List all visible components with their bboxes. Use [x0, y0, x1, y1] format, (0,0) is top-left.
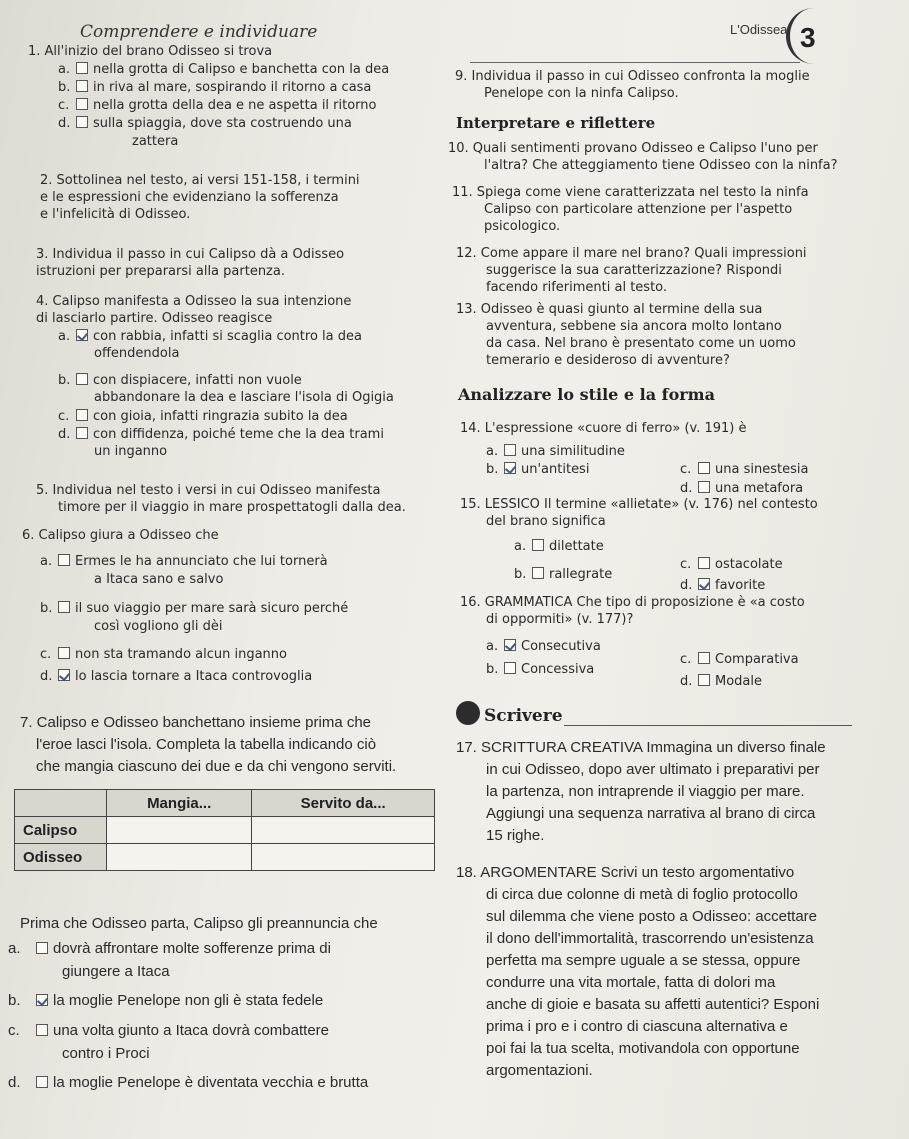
- question-13-line4: temerario e desideroso di avventure?: [486, 353, 730, 368]
- option-text: lo lascia tornare a Itaca controvoglia: [75, 669, 313, 684]
- option-text: rallegrate: [549, 567, 613, 582]
- question-13-line3: da casa. Nel brano è presentato come un uomo: [486, 336, 796, 351]
- option-text: Modale: [715, 674, 762, 689]
- option-text: una volta giunto a Itaca dovrà combattere: [53, 1022, 330, 1039]
- q16-option-a[interactable]: [486, 638, 601, 655]
- table-row-header: Calipso: [15, 817, 107, 844]
- checkbox[interactable]: [532, 539, 544, 551]
- question-18-line2: di circa due colonne di metà di foglio protocollo: [486, 886, 798, 903]
- option-letter: d.: [58, 116, 71, 131]
- checkbox[interactable]: [532, 567, 544, 579]
- option-text: Ermes le ha annunciato che lui tornerà: [75, 554, 328, 569]
- checkbox[interactable]: [698, 652, 710, 664]
- q14-option-b[interactable]: [486, 461, 589, 478]
- question-11-line3: psicologico.: [484, 219, 561, 234]
- q8-option-a[interactable]: [8, 938, 331, 959]
- question-18-line9: poi fai la tua scelta, motivandola con opportune: [486, 1040, 800, 1057]
- option-text: non sta tramando alcun inganno: [75, 647, 287, 662]
- q4-option-d[interactable]: [58, 426, 384, 443]
- q1-option-d-cont: zattera: [132, 134, 179, 149]
- option-letter: d.: [8, 1074, 21, 1091]
- checkbox[interactable]: [58, 647, 70, 659]
- checkbox[interactable]: [36, 942, 48, 954]
- question-11-line2: Calipso con particolare attenzione per l'aspetto: [484, 202, 793, 217]
- q4-option-d-cont: un inganno: [94, 444, 168, 459]
- checkbox[interactable]: [698, 462, 710, 474]
- question-18-line7: anche di gioie e basata su affetti autentici? Esponi: [486, 996, 820, 1013]
- question-17-line5: 15 righe.: [486, 827, 545, 844]
- checkbox[interactable]: [58, 601, 70, 613]
- option-text: un'antitesi: [521, 462, 590, 477]
- question-17-line3: la partenza, non intraprende il viaggio per mare.: [486, 783, 805, 800]
- option-text: Concessiva: [521, 662, 595, 677]
- checkbox[interactable]: [58, 554, 70, 566]
- question-7-line3: che mangia ciascuno dei due e da chi vengono serviti.: [36, 758, 397, 775]
- option-text: con diffidenza, poiché teme che la dea trami: [93, 427, 384, 442]
- checkbox[interactable]: [76, 116, 88, 128]
- option-letter: a.: [514, 539, 527, 554]
- checkbox[interactable]: [76, 98, 88, 110]
- option-letter: c.: [680, 557, 692, 572]
- question-16-line1: 16. GRAMMATICA Che tipo di proposizione è «a costo: [460, 595, 805, 610]
- question-2-line1: 2. Sottolinea nel testo, ai versi 151-158, i termini: [40, 173, 360, 188]
- q6-option-a-cont: a Itaca sano e salvo: [94, 572, 224, 587]
- option-text: con gioia, infatti ringrazia subito la dea: [93, 409, 348, 424]
- q14-option-c[interactable]: [680, 461, 808, 478]
- question-18-line4: il dono dell'immortalità, trascorrendo un'esistenza: [486, 930, 814, 947]
- option-text: una metafora: [715, 481, 804, 496]
- option-letter: b.: [58, 80, 71, 95]
- book-title: L'Odissea: [730, 22, 788, 37]
- question-12-line1: 12. Come appare il mare nel brano? Quali impressioni: [456, 246, 807, 261]
- question-18-line8: prima i pro e i contro di ciascuna alternativa e: [486, 1018, 788, 1035]
- q4-option-c[interactable]: [58, 408, 348, 425]
- option-letter: c.: [680, 652, 692, 667]
- checkbox-checked[interactable]: [504, 639, 516, 651]
- checkbox[interactable]: [698, 481, 710, 493]
- question-18-line6: condurre una vita mortale, fatta di dolori ma: [486, 974, 776, 991]
- option-letter: b.: [40, 601, 53, 616]
- question-18-line10: argomentazioni.: [486, 1062, 593, 1079]
- option-letter: c.: [40, 647, 52, 662]
- option-letter: d.: [40, 669, 53, 684]
- pencil-icon: [456, 701, 480, 725]
- checkbox-checked[interactable]: [36, 994, 48, 1006]
- option-letter: a.: [40, 554, 53, 569]
- option-text: favorite: [715, 578, 766, 593]
- heading-rule: [564, 725, 852, 726]
- question-18-line1: 18. ARGOMENTARE Scrivi un testo argomentativo: [456, 864, 795, 881]
- meals-table: [14, 789, 435, 871]
- option-text: nella grotta della dea e ne aspetta il ritorno: [93, 98, 377, 113]
- q14-option-a[interactable]: [486, 443, 625, 460]
- table-cell-input[interactable]: [107, 817, 252, 844]
- table-cell-input[interactable]: [107, 844, 252, 871]
- question-5-line2: timore per il viaggio in mare prospettatogli dalla dea.: [58, 500, 406, 515]
- q4-option-b-cont: abbandonare la dea e lasciare l'isola di Ogigia: [94, 390, 394, 405]
- option-text: in riva al mare, sospirando il ritorno a casa: [93, 80, 372, 95]
- question-2-line2: e le espressioni che evidenziano la sofferenza: [40, 190, 339, 205]
- q1-option-d[interactable]: [58, 115, 352, 132]
- option-letter: b.: [486, 662, 499, 677]
- question-3-line1: 3. Individua il passo in cui Calipso dà a Odisseo: [36, 247, 345, 262]
- option-letter: d.: [58, 427, 71, 442]
- option-letter: b.: [514, 567, 527, 582]
- question-17-line1: 17. SCRITTURA CREATIVA Immagina un diverso finale: [456, 739, 826, 756]
- option-text: dovrà affrontare molte sofferenze prima di: [53, 940, 331, 957]
- checkbox-checked[interactable]: [58, 669, 70, 681]
- option-letter: c.: [58, 98, 70, 113]
- option-text: il suo viaggio per mare sarà sicuro perché: [75, 601, 349, 616]
- option-letter: c.: [58, 409, 70, 424]
- q15-option-a[interactable]: [514, 538, 604, 555]
- q4-option-a-cont: offendendola: [94, 346, 180, 361]
- option-letter: a.: [8, 940, 21, 957]
- table-header-corner: [15, 790, 107, 817]
- question-8: Prima che Odisseo parta, Calipso gli preannuncia che: [20, 915, 378, 932]
- question-6: 6. Calipso giura a Odisseo che: [22, 528, 219, 543]
- checkbox-checked[interactable]: [76, 329, 88, 341]
- scrivere-heading: Scrivere: [484, 706, 563, 726]
- checkbox[interactable]: [504, 444, 516, 456]
- table-row: [15, 844, 435, 871]
- option-text: nella grotta di Calipso e banchetta con la dea: [93, 62, 390, 77]
- q8-option-b[interactable]: [8, 990, 323, 1011]
- table-header-mangia: Mangia...: [107, 790, 252, 817]
- option-text: Comparativa: [715, 652, 799, 667]
- option-letter: b.: [8, 992, 21, 1009]
- question-11-line1: 11. Spiega come viene caratterizzata nel testo la ninfa: [452, 185, 809, 200]
- option-text: sulla spiaggia, dove sta costruendo una: [93, 116, 352, 131]
- q16-option-b[interactable]: [486, 661, 594, 678]
- chapter-number: 3: [800, 22, 816, 53]
- checkbox[interactable]: [76, 80, 88, 92]
- question-17-line4: Aggiungi una sequenza narrativa al brano di circa: [486, 805, 816, 822]
- option-text: con rabbia, infatti si scaglia contro la dea: [93, 329, 362, 344]
- q6-option-b[interactable]: [40, 600, 348, 617]
- table-row-header: Odisseo: [15, 844, 107, 871]
- q1-option-a[interactable]: [58, 61, 389, 78]
- option-text: Consecutiva: [521, 639, 601, 654]
- question-18-line3: sul dilemma che viene posto a Odisseo: accettare: [486, 908, 818, 925]
- option-text: una sinestesia: [715, 462, 809, 477]
- analizzare-heading: Analizzare lo stile e la forma: [458, 385, 715, 404]
- option-text: ostacolate: [715, 557, 783, 572]
- question-18-line5: perfetta ma sempre uguale a se stessa, oppure: [486, 952, 801, 969]
- q6-option-d[interactable]: [40, 668, 312, 685]
- question-9-line2: Penelope con la ninfa Calipso.: [484, 86, 679, 101]
- table-cell-input[interactable]: [252, 844, 435, 871]
- question-5-line1: 5. Individua nel testo i versi in cui Odisseo manifesta: [36, 483, 381, 498]
- question-2-line3: e l'infelicità di Odisseo.: [40, 207, 191, 222]
- q1-option-b[interactable]: [58, 79, 371, 96]
- question-7-line1: 7. Calipso e Odisseo banchettano insieme prima che: [20, 714, 372, 731]
- q8-option-c-cont: contro i Proci: [62, 1045, 150, 1062]
- question-13-line1: 13. Odisseo è quasi giunto al termine della sua: [456, 302, 763, 317]
- option-letter: c.: [8, 1022, 20, 1039]
- q15-option-d[interactable]: [680, 577, 765, 594]
- question-10-line2: l'altra? Che atteggiamento tiene Odisseo con la ninfa?: [484, 158, 838, 173]
- question-1: 1. All'inizio del brano Odisseo si trova: [28, 44, 273, 59]
- checkbox[interactable]: [698, 557, 710, 569]
- question-13-line2: avventura, sebbene sia ancora molto lontano: [486, 319, 782, 334]
- option-letter: a.: [58, 329, 71, 344]
- q6-option-a[interactable]: [40, 553, 328, 570]
- question-4-line1: 4. Calipso manifesta a Odisseo la sua intenzione: [36, 294, 352, 309]
- option-text: dilettate: [549, 539, 604, 554]
- q14-option-d[interactable]: [680, 480, 803, 497]
- option-letter: d.: [680, 578, 693, 593]
- question-14: 14. L'espressione «cuore di ferro» (v. 191) è: [460, 421, 747, 436]
- option-letter: b.: [58, 373, 71, 388]
- option-text: la moglie Penelope non gli è stata fedele: [53, 992, 324, 1009]
- section-title: Comprendere e individuare: [80, 22, 318, 42]
- question-12-line3: facendo riferimenti al testo.: [486, 280, 668, 295]
- question-10-line1: 10. Quali sentimenti provano Odisseo e Calipso l'uno per: [448, 141, 818, 156]
- checkbox[interactable]: [36, 1024, 48, 1036]
- question-16-line2: di oppormiti» (v. 177)?: [486, 612, 634, 627]
- table-cell-input[interactable]: [252, 817, 435, 844]
- question-9-line1: 9. Individua il passo in cui Odisseo confronta la moglie: [455, 69, 810, 84]
- q6-option-b-cont: così vogliono gli dèi: [94, 619, 223, 634]
- q6-option-c[interactable]: [40, 646, 287, 663]
- option-text: con dispiacere, infatti non vuole: [93, 373, 302, 388]
- question-15-line2: del brano significa: [486, 514, 606, 529]
- question-4-line2: di lasciarlo partire. Odisseo reagisce: [36, 311, 273, 326]
- option-letter: b.: [486, 462, 499, 477]
- question-12-line2: suggerisce la sua caratterizzazione? Rispondi: [486, 263, 782, 278]
- option-text: la moglie Penelope è diventata vecchia e brutta: [53, 1074, 369, 1091]
- question-7-line2: l'eroe lasci l'isola. Completa la tabella indicando ciò: [36, 736, 377, 753]
- option-letter: d.: [680, 674, 693, 689]
- option-letter: d.: [680, 481, 693, 496]
- option-letter: c.: [680, 462, 692, 477]
- checkbox[interactable]: [76, 373, 88, 385]
- question-3-line2: istruzioni per prepararsi alla partenza.: [36, 264, 285, 279]
- q8-option-c[interactable]: [8, 1020, 329, 1041]
- checkbox[interactable]: [504, 662, 516, 674]
- q16-option-c[interactable]: [680, 651, 799, 668]
- q8-option-a-cont: giungere a Itaca: [62, 963, 170, 980]
- table-header-servito: Servito da...: [252, 790, 435, 817]
- checkbox[interactable]: [36, 1076, 48, 1088]
- q4-option-b[interactable]: [58, 372, 302, 389]
- checkbox[interactable]: [76, 427, 88, 439]
- checkbox-checked[interactable]: [504, 462, 516, 474]
- left-column: [0, 0, 450, 1139]
- checkbox[interactable]: [698, 674, 710, 686]
- option-text: una similitudine: [521, 444, 625, 459]
- q15-option-b[interactable]: [514, 566, 612, 583]
- q16-option-d[interactable]: [680, 673, 762, 690]
- table-row: [15, 817, 435, 844]
- checkbox[interactable]: [76, 62, 88, 74]
- checkbox-checked[interactable]: [698, 578, 710, 590]
- option-letter: a.: [486, 639, 499, 654]
- question-17-line2: in cui Odisseo, dopo aver ultimato i preparativi per: [486, 761, 820, 778]
- table-header-row: [15, 790, 435, 817]
- q4-option-a[interactable]: [58, 328, 362, 345]
- question-15-line1: 15. LESSICO Il termine «allietate» (v. 176) nel contesto: [460, 497, 818, 512]
- option-letter: a.: [58, 62, 71, 77]
- interpretare-heading: Interpretare e riflettere: [456, 114, 656, 132]
- header-rule: [470, 62, 800, 63]
- checkbox[interactable]: [76, 409, 88, 421]
- q1-option-c[interactable]: [58, 97, 377, 114]
- q15-option-c[interactable]: [680, 556, 783, 573]
- option-letter: a.: [486, 444, 499, 459]
- q8-option-d[interactable]: [8, 1072, 368, 1093]
